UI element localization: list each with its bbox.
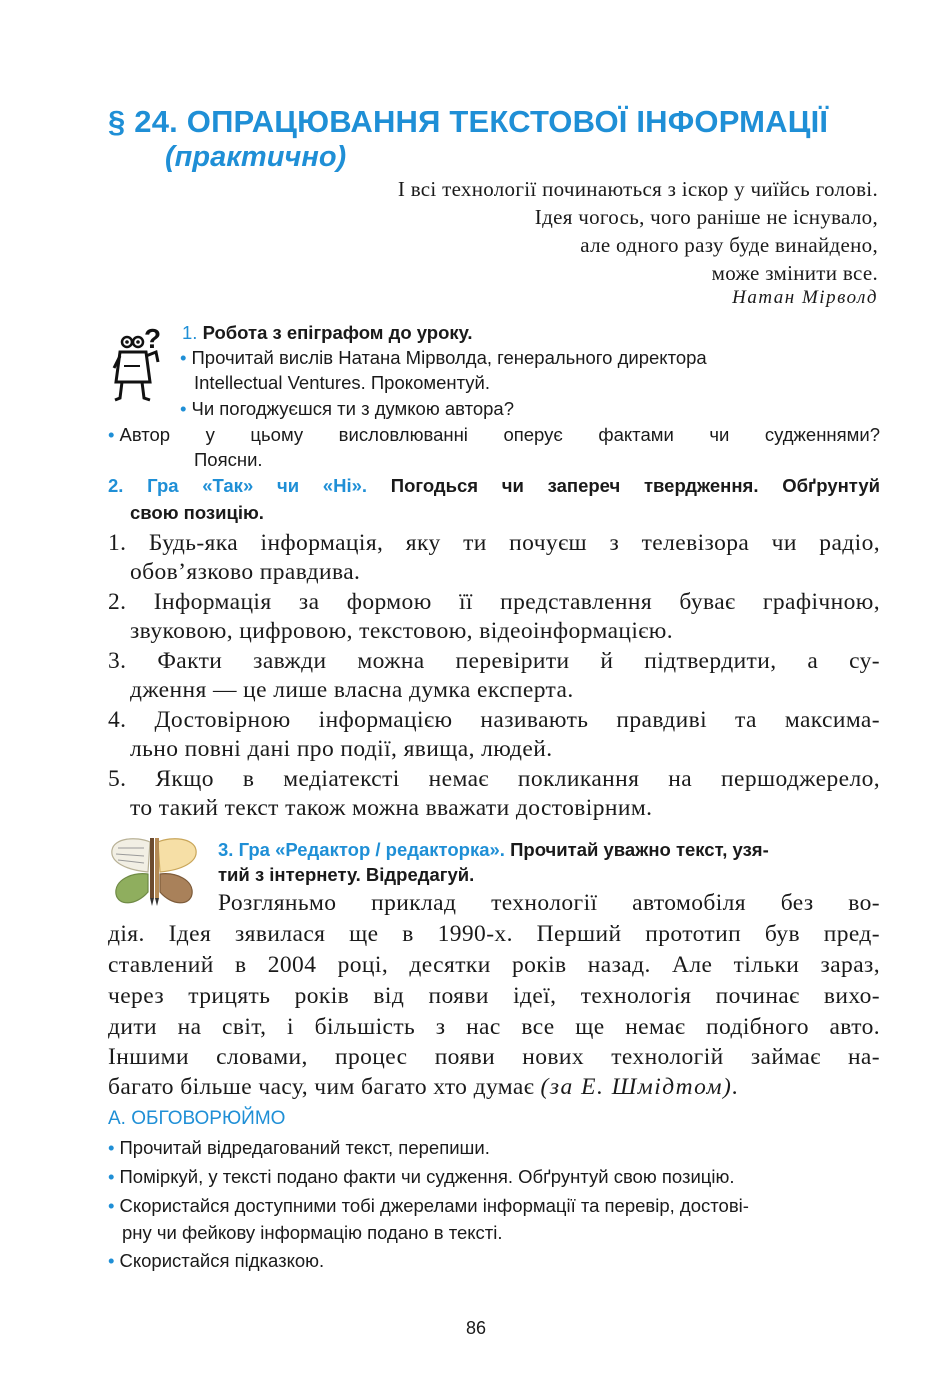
task1-bullet-cont: Intellectual Ventures. Прокоментуй. — [194, 372, 490, 393]
discussion-bullet: • Поміркуй, у тексті подано факти чи судження. Обґрунтуй свою позицію. — [108, 1166, 735, 1187]
text-line: дія. Ідея зявилася ще в 1990-х. Перший прототип був пред- — [108, 921, 880, 947]
statement-line: 4. Достовірною інформацією називають правдиві та максима- — [108, 707, 880, 733]
task1-bullet-cont: Поясни. — [194, 449, 263, 470]
butterfly-pencils-icon — [106, 836, 202, 910]
discussion-bullet: • Скористайся доступними тобі джерелами інформації та перевір, достові- — [108, 1195, 749, 1216]
epigraph-line: але одного разу буде винайдено, — [580, 233, 878, 257]
svg-text:?: ? — [144, 323, 162, 354]
thinking-figure-icon — [110, 322, 166, 406]
statement-line: звуковою, цифровою, текстовою, відеоінформацією. — [130, 618, 674, 644]
task1-heading — [182, 322, 472, 344]
task3-label: 3. Гра «Редактор / редакторка». — [218, 839, 505, 860]
discussion-heading: А. ОБГОВОРЮЙМО — [108, 1108, 286, 1129]
task2-label: 2. Гра «Так» чи «Ні». — [108, 475, 368, 496]
epigraph-author: Натан Мірволд — [732, 287, 878, 308]
text-line: Розгляньмо приклад технології автомобіля без во- — [218, 890, 880, 916]
task1-title: Робота з епіграфом до уроку. — [202, 322, 473, 343]
task3-instruction-cont: тий з інтернету. Відредагуй. — [218, 864, 475, 885]
epigraph-line: Ідея чогось, чого раніше не існувало, — [534, 205, 878, 229]
text-line: через трицять років від появи ідеї, технологія починає вихо- — [108, 983, 880, 1009]
task2-instruction: Погодься чи запереч твердження. Обґрунтуй — [390, 475, 880, 496]
text-line: Іншими словами, процес появи нових технологій займає на- — [108, 1044, 880, 1070]
statement-line: дження — це лише власна думка експерта. — [130, 677, 574, 703]
discussion-bullet-cont: рну чи фейкову інформацію подано в тексті. — [122, 1222, 503, 1243]
discussion-bullet: • Прочитай відредагований текст, перепиши. — [108, 1137, 490, 1158]
statement-line: 3. Факти завжди можна перевірити й підтвердити, а су- — [108, 648, 880, 674]
task1-number: 1. — [182, 322, 198, 343]
statement-line: 1. Будь-яка інформація, яку ти почуєш з телевізора чи радіо, — [108, 530, 880, 556]
epigraph-line: може змінити все. — [711, 261, 878, 285]
task3-heading — [218, 839, 769, 861]
page-subtitle: (практично) — [165, 141, 347, 173]
task2-heading — [108, 475, 880, 497]
statement-line: обов’язково правдива. — [130, 559, 361, 585]
text-source: (за Е. Шмідтом). — [540, 1074, 740, 1100]
page-title: § 24. ОПРАЦЮВАННЯ ТЕКСТОВОЇ ІНФОРМАЦІЇ — [108, 104, 829, 139]
task3-instruction: Прочитай уважно текст, узя- — [510, 839, 769, 860]
statement-line: 5. Якщо в медіатексті немає покликання на першоджерело, — [108, 766, 880, 792]
text-line: ставлений в 2004 році, десятки років назад. Але тільки зараз, — [108, 952, 880, 978]
page-number: 86 — [465, 1318, 487, 1338]
statement-line: льно повні дані про події, явища, людей. — [130, 736, 553, 762]
epigraph-line: І всі технології починаються з іскор у чиїйсь голові. — [397, 177, 878, 201]
text-line: багато більше часу, чим багато хто думає (за Е. Шмідтом). — [108, 1074, 740, 1100]
statement-line: 2. Інформація за формою її представлення буває графічною, — [108, 589, 880, 615]
text-line: дити на світ, і більшість з нас все ще немає подібного авто. — [108, 1014, 880, 1040]
task1-bullet: • Автор у цьому висловлюванні оперує фактами чи судженнями? — [108, 424, 880, 445]
task1-bullet: • Прочитай вислів Натана Мірволда, генерального директора — [180, 347, 707, 368]
discussion-bullet: • Скористайся підказкою. — [108, 1250, 325, 1271]
task1-bullet: • Чи погоджуєшся ти з думкою автора? — [180, 398, 514, 419]
statement-line: то такий текст також можна вважати достовірним. — [130, 795, 653, 821]
task2-instruction-cont: свою позицію. — [130, 502, 264, 523]
